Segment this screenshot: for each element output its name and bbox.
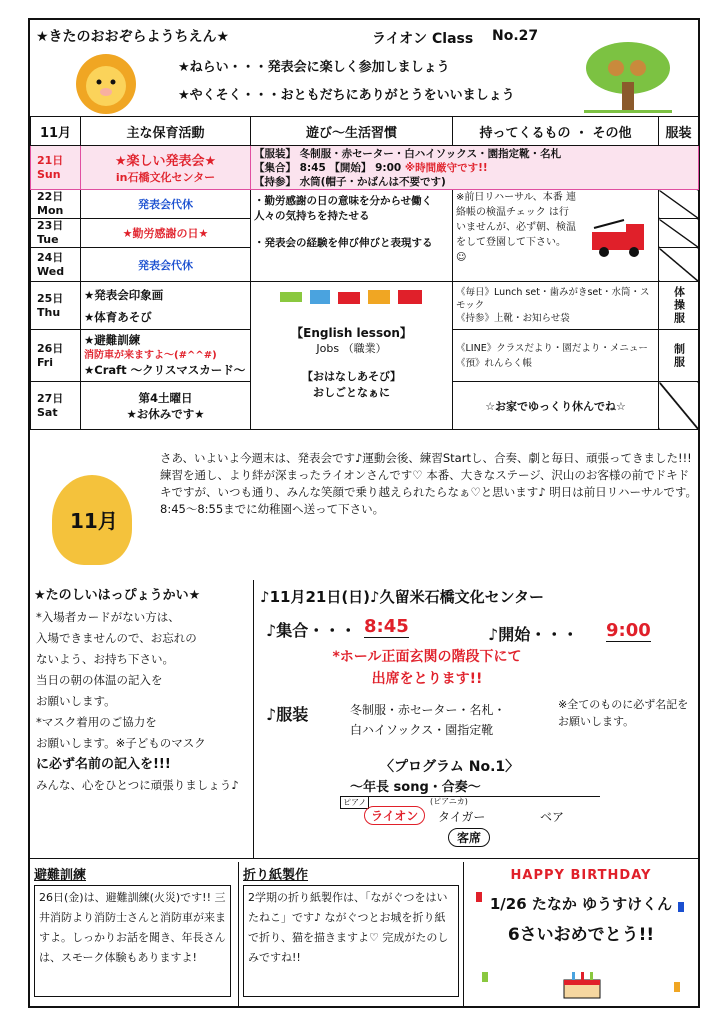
meet-label: ♪集合・・・ [266, 621, 357, 640]
activity-cell: 発表会代休 [81, 190, 251, 219]
origami-title: 折り紙製作 [243, 868, 309, 883]
school-name: ★きたのおおぞらようちえん★ [36, 29, 230, 45]
play-notes-cell: ・勤労感謝の日の意味を分からせ働く人々の気持ちを持たせる ・発表会の経験を伸び伸びと表現する [251, 190, 453, 282]
day-cell: 23日 Tue [31, 219, 81, 248]
audience-seat-label: 客席 [448, 828, 490, 847]
newsletter-frame [28, 18, 700, 1008]
promise-text: ★やくそく・・・おともだちにありがとうをいいましょう [178, 88, 515, 103]
activity-cell: ★発表会印象画 ★体育あそび [81, 282, 251, 330]
drill-text: 26日(金)は、避難訓練(火災)です!! 三井消防より消防士さんと消防車が来ますよ。しっかりお話を聞き、年長さんは、スモーク体験もありますよ! [34, 885, 231, 997]
bear-class-label: ベア [540, 810, 565, 824]
confetti-icon [476, 892, 482, 902]
cake-icon [560, 966, 604, 1000]
event-title: ♪11月21日(日)♪久留米石橋文化センター [260, 588, 545, 606]
start-label: ♪開始・・・ [488, 625, 579, 644]
day-cell: 27日 Sat [31, 382, 81, 430]
table-row [31, 146, 699, 190]
confetti-icon [674, 982, 680, 992]
lion-icon [64, 48, 148, 116]
activity-cell: 発表会代休 [81, 248, 251, 282]
dress-cell [659, 382, 699, 430]
table-row [31, 190, 699, 219]
dress-cell [659, 219, 699, 248]
dress-cell [659, 190, 699, 219]
stage-line [340, 796, 600, 797]
day-cell: 25日 Thu [31, 282, 81, 330]
birthday-name: 1/26 たなか ゆうすけくん [489, 895, 673, 913]
issue-number: No.27 [492, 28, 539, 44]
program-subtitle: ～年長 song・合奏～ [350, 780, 481, 795]
event-note-line: お願いします。 [36, 694, 116, 708]
tiger-class-label: タイガー [438, 810, 486, 824]
event-note-line: 当日の朝の体温の記入を [36, 673, 163, 687]
confetti-icon [678, 902, 684, 912]
event-info-cell: 【服装】 冬制服・赤セーター・白ハイソックス・園指定靴・名札 【集合】 8:45 【開始】 9:00 ※時間厳守です!! 【持参】 水筒(帽子・かばんは不要です) [251, 146, 699, 190]
day-cell: 26日 Fri [31, 330, 81, 382]
event-note-line: ないよう、お持ち下さい。 [36, 652, 174, 666]
piano-label: ピアノ [340, 796, 369, 809]
event-note-line: お願いします。※子どものマスク [36, 736, 206, 750]
bring-home-cell: ☆お家でゆっくり休んでね☆ [453, 382, 659, 430]
col-month: 11月 [31, 117, 81, 146]
dress-cell [659, 248, 699, 282]
event-note-line: 入場できませんので、お忘れの [36, 631, 197, 645]
activity-cell: 第4土曜日 ★お休みです★ [81, 382, 251, 430]
divider [30, 858, 698, 859]
fire-truck-icon [590, 218, 650, 258]
day-cell: 21日 Sun [31, 146, 81, 190]
vehicles-icon [272, 284, 432, 310]
activity-cell: ★楽しい発表会★ in石橋文化センター [81, 146, 251, 190]
event-note-line: *入場者カードがない方は、 [36, 610, 180, 624]
harmonica-label: (ピアニカ) [430, 797, 468, 806]
schedule-table [30, 116, 699, 430]
confetti-icon [482, 972, 488, 982]
activity-cell: ★勤労感謝の日★ [81, 219, 251, 248]
birthday-message: 6さいおめでとう!! [507, 925, 655, 945]
day-cell: 24日 Wed [31, 248, 81, 282]
col-activity: 主な保育活動 [81, 117, 251, 146]
event-notes-title: ★たのしいはっぴょうかい★ [34, 588, 201, 603]
day-cell: 22日 Mon [31, 190, 81, 219]
lion-class-label: ライオン [364, 806, 425, 825]
table-row [31, 282, 699, 330]
birthday-title: HAPPY BIRTHDAY [510, 868, 652, 883]
event-note-line: みんな、心をひとつに頑張りましょう♪ [36, 778, 239, 792]
col-bring: 持ってくるもの ・ その他 [453, 117, 659, 146]
dress-text: 冬制服・赤セーター・名札・ 白ハイソックス・園指定靴 [350, 703, 506, 737]
origami-text: 2学期の折り紙製作は、「ながぐつをはいたねこ」です♪ ながぐつとお城を折り紙で折り、猫を描きますよ♡ 完成がたのしみですね!! [243, 885, 459, 997]
col-dress: 服装 [659, 117, 699, 146]
activity-cell: ★避難訓練 消防車が来ますよ～(#^^#) ★Craft ～クリスマスカード～ [81, 330, 251, 382]
class-label: ライオン Class [372, 31, 474, 47]
drill-title: 避難訓練 [34, 868, 87, 883]
teacher-memo: さあ、いよいよ今週末は、発表会です♪運動会後、練習Startし、合奏、劇と毎日、頑張ってきました!!! 練習を通し、より絆が深まったライオンさんです♡ 本番、大きなステージ、沢山のお客様の前でドキドキですが、いつも通り、みんな笑顔で乗り越えられたらなぁ♡と思います♪ 明日は前日リハーサルです。8:45～8:55までに幼稚園へ送って下さい。 [160, 451, 697, 516]
start-time: 9:00 [606, 620, 651, 641]
lesson-cell: 【English lesson】 Jobs （職業） 【おはなしあそび】 おしごとなぁに [251, 282, 453, 430]
drill-section [30, 862, 235, 1008]
bring-line-cell: 《LINE》クラスだより・園だより・メニュー 《預》れんらく帳 [453, 330, 659, 382]
bring-note-cell: ※前日リハーサル、本番 連絡帳の検温チェック は行いませんが、必ず朝、検温をして登園して下さい。☺ [453, 190, 659, 282]
birthday-section [463, 862, 698, 1008]
aim-text: ★ねらい・・・発表会に楽しく参加しましょう [178, 60, 450, 75]
dress-cell: 制服 [659, 330, 699, 382]
meet-time: 8:45 [364, 616, 409, 637]
program-title: 〈プログラム No.1〉 [380, 759, 520, 775]
ginkgo-leaf-icon: 11月 [52, 475, 132, 565]
dress-label: ♪服装 [266, 705, 309, 724]
bring-daily-cell: 《毎日》Lunch set・歯みがきset・水筒・スモック 《持参》上靴・お知らせ袋 [453, 282, 659, 330]
event-note-line: *マスク着用のご協力を [36, 715, 157, 729]
tree-owl-icon [578, 38, 678, 118]
origami-section [238, 862, 463, 1008]
dress-cell: 体操服 [659, 282, 699, 330]
event-notes-box [30, 580, 254, 858]
event-note-line: に必ず名前の記入を!!! [36, 757, 171, 772]
col-play: 遊び～生活習慣 [251, 117, 453, 146]
dress-note: ※全てのものに必ず名記をお願いします。 [558, 698, 689, 728]
gathering-notice: *ホール正面玄関の階段下にて 出席をとります!! [332, 649, 522, 687]
